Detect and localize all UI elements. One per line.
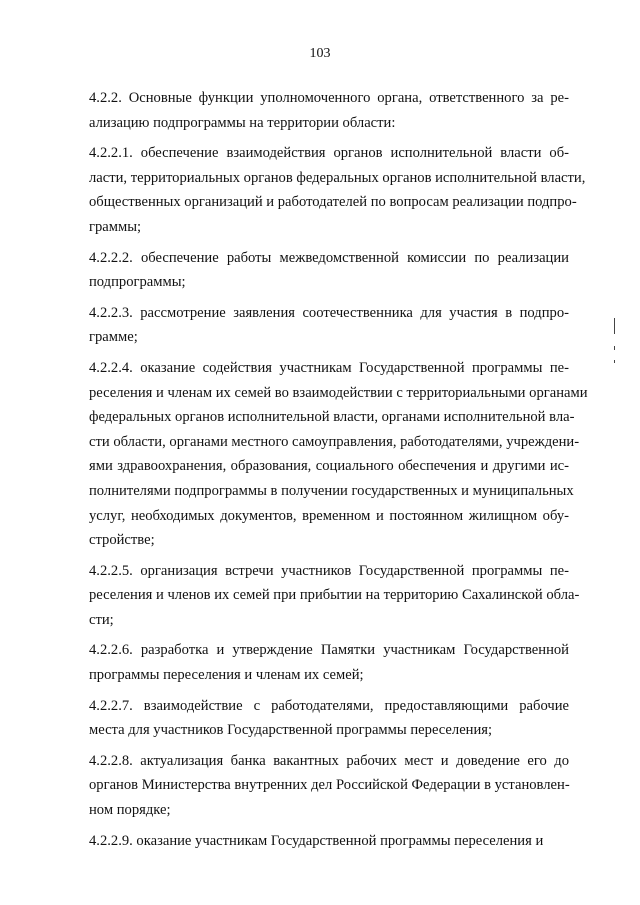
text-line: подпрограммы; — [89, 274, 186, 291]
text-line: сти области, органами местного самоуправления, работодателями, учреждени- — [89, 433, 580, 450]
paragraph-p-4-2-2-6 — [59, 638, 569, 687]
document-body — [59, 86, 588, 859]
text-line: 4.2.2.4. оказание содействия участникам Государственной программы пе- — [89, 359, 569, 376]
page-number: 103 — [309, 46, 331, 61]
paragraph-p-4-2-2-1 — [59, 141, 586, 239]
paragraph-p-4-2-2-2 — [59, 246, 569, 295]
text-line: сти; — [89, 611, 114, 628]
text-line: реселения и членов их семей при прибытии на территорию Сахалинской обла- — [89, 587, 580, 604]
text-line: реселения и членам их семей во взаимодействии с территориальными органами — [89, 384, 588, 401]
text-line: ном порядке; — [89, 802, 171, 819]
paragraph-p-4-2-2-9 — [59, 829, 569, 854]
text-line: ласти, территориальных органов федеральных органов исполнительной власти, — [89, 169, 586, 186]
text-line: 4.2.2. Основные функции уполномоченного органа, ответственного за ре- — [89, 90, 569, 106]
text-line: 4.2.2.2. обеспечение работы межведомственной комиссии по реализации — [89, 249, 569, 266]
text-line: органов Министерства внутренних дел Российской Федерации в установлен- — [89, 777, 570, 794]
paragraph-p-4-2-2-7 — [59, 694, 569, 743]
text-line: услуг, необходимых документов, временном и постоянном жилищном обу- — [89, 507, 569, 524]
text-line: граммы; — [89, 218, 142, 235]
text-line: места для участников Государственной программы переселения; — [89, 722, 493, 739]
text-line: 4.2.2.6. разработка и утверждение Памятки участникам Государственной — [89, 642, 569, 659]
text-line: 4.2.2.8. актуализация банка вакантных рабочих мест и доведение его до — [89, 752, 569, 769]
text-line: 4.2.2.1. обеспечение взаимодействия органов исполнительной власти об- — [89, 145, 569, 162]
text-line: 4.2.2.5. организация встречи участников Государственной программы пе- — [89, 562, 569, 579]
paragraph-p-4-2-2-3 — [59, 301, 569, 350]
text-line: ализацию подпрограммы на территории области: — [89, 114, 396, 131]
paragraph-p-4-2-2-8 — [59, 749, 569, 823]
paragraph-p-4-2-2 — [59, 86, 569, 135]
text-line: 4.2.2.3. рассмотрение заявления соотечественника для участия в подпро- — [89, 304, 569, 321]
text-line: общественных организаций и работодателей по вопросам реализации подпро- — [89, 194, 577, 211]
text-line: стройстве; — [89, 532, 155, 549]
text-line: ями здравоохранения, образования, социального обеспечения и другими ис- — [89, 458, 569, 475]
text-line: 4.2.2.9. оказание участникам Государственной программы переселения и — [89, 832, 544, 849]
paragraph-p-4-2-2-4 — [59, 356, 588, 553]
text-line: полнителями подпрограммы в получении государственных и муниципальных — [89, 482, 574, 499]
text-line: федеральных органов исполнительной власти, органами исполнительной вла- — [89, 409, 575, 426]
text-line: грамме; — [89, 329, 138, 346]
text-line: 4.2.2.7. взаимодействие с работодателями, предоставляющими рабочие — [89, 697, 569, 714]
paragraph-p-4-2-2-5 — [59, 559, 580, 633]
text-line: программы переселения и членам их семей; — [89, 667, 364, 684]
margin-scan-marks — [612, 318, 618, 363]
